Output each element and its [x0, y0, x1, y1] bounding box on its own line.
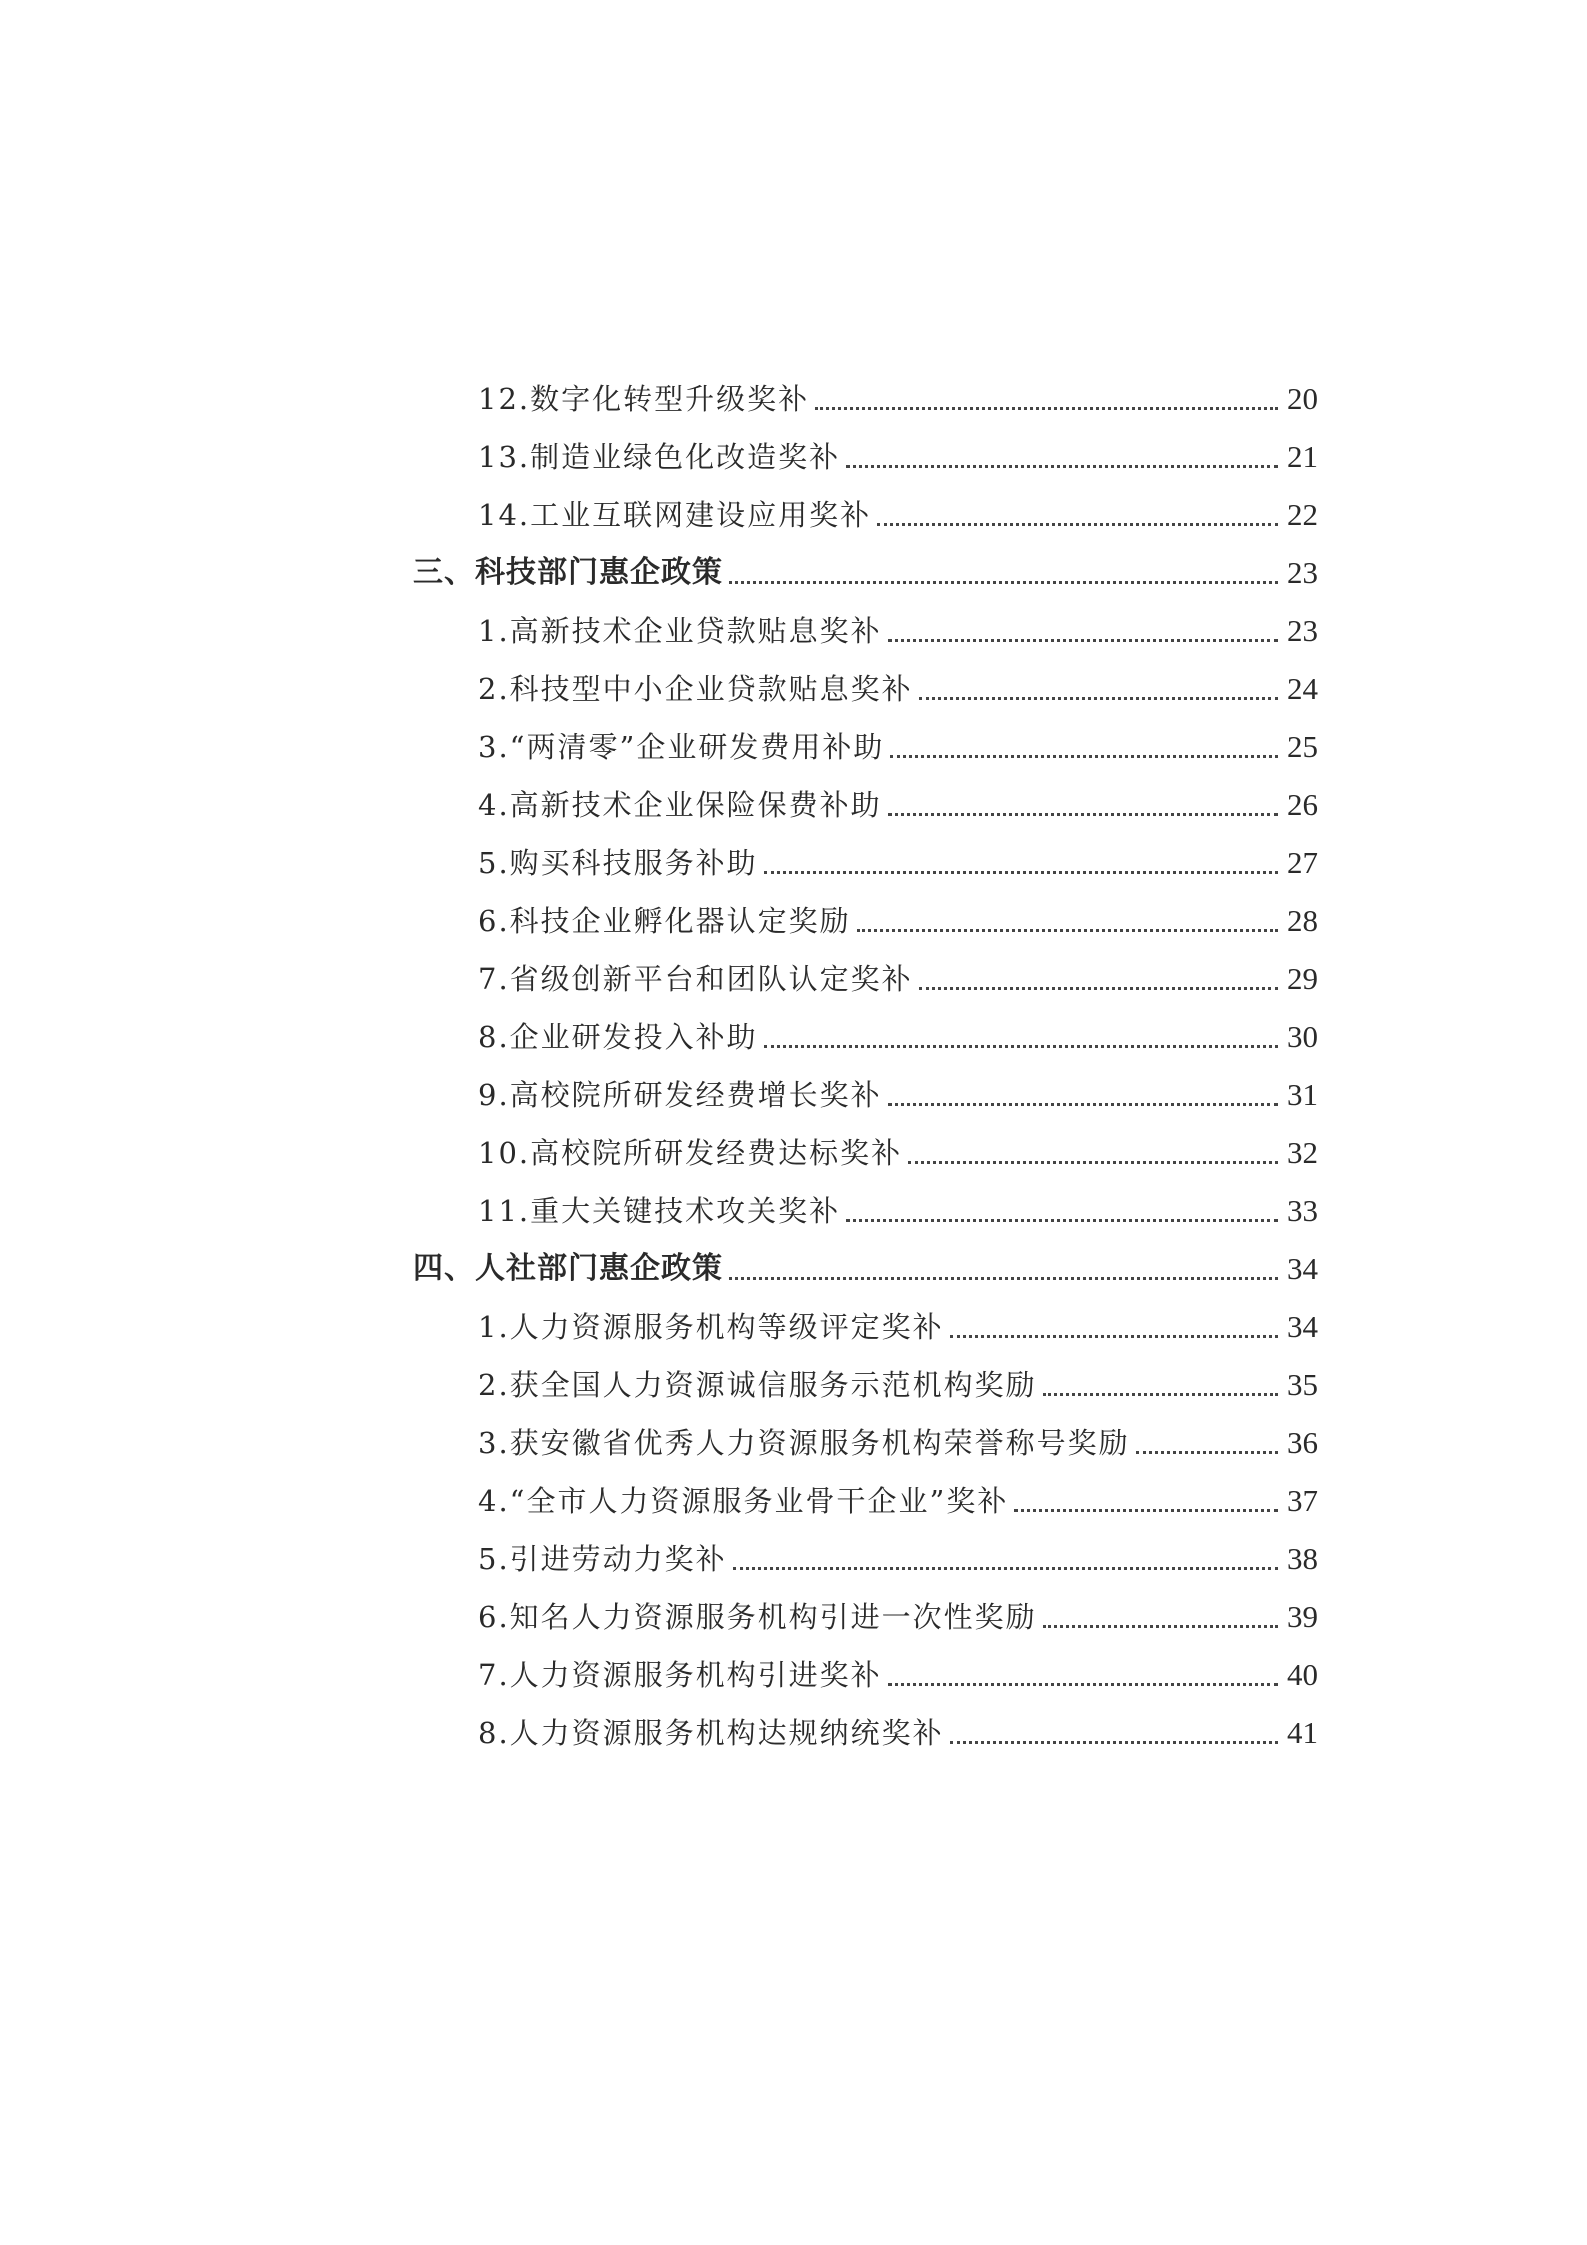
dot-leader [857, 929, 1278, 932]
toc-page-number: 37 [1287, 1483, 1318, 1518]
toc-entry[interactable] [413, 1290, 1318, 1348]
toc-entry-title: 7.省级创新平台和团队认定奖补 [478, 962, 913, 996]
toc-entry-title: 3.“两清零”企业研发费用补助 [478, 730, 885, 764]
toc-page-number: 40 [1287, 1657, 1318, 1692]
toc-entry-title: 13.制造业绿色化改造奖补 [478, 440, 841, 474]
toc-page-number: 35 [1287, 1367, 1318, 1402]
dot-leader [919, 697, 1278, 700]
dot-leader [846, 465, 1278, 468]
toc-page-number: 21 [1287, 439, 1318, 474]
toc-entry-title: 2.获全国人力资源诚信服务示范机构奖励 [478, 1368, 1037, 1402]
dot-leader [950, 1741, 1278, 1744]
toc-entry-title: 7.人力资源服务机构引进奖补 [478, 1658, 882, 1692]
dot-leader [888, 813, 1278, 816]
toc-entry-title: 8.人力资源服务机构达规纳统奖补 [478, 1716, 944, 1750]
toc-entry-title: 6.知名人力资源服务机构引进一次性奖励 [478, 1600, 1037, 1634]
dot-leader [1043, 1393, 1278, 1396]
toc-page-number: 41 [1287, 1715, 1318, 1750]
toc-page-number: 24 [1287, 671, 1318, 706]
toc-entry-title: 11.重大关键技术攻关奖补 [478, 1194, 841, 1228]
toc-entry-title: 4.“全市人力资源服务业骨干企业”奖补 [478, 1484, 1009, 1518]
toc-entry[interactable] [413, 1058, 1318, 1116]
toc-page-number: 27 [1287, 845, 1318, 880]
toc-entry[interactable] [413, 1580, 1318, 1638]
toc-entry[interactable] [413, 768, 1318, 826]
toc-entry[interactable] [413, 652, 1318, 710]
dot-leader [888, 1103, 1278, 1106]
toc-entry-title: 5.引进劳动力奖补 [478, 1542, 727, 1576]
toc-page-number: 23 [1287, 555, 1318, 590]
dot-leader [877, 523, 1278, 526]
toc-entry[interactable] [413, 594, 1318, 652]
toc-entry-title: 1.高新技术企业贷款贴息奖补 [478, 614, 882, 648]
toc-entry-title: 8.企业研发投入补助 [478, 1020, 758, 1054]
dot-leader [1043, 1625, 1278, 1628]
dot-leader [888, 1683, 1278, 1686]
toc-entry-title: 9.高校院所研发经费增长奖补 [478, 1078, 882, 1112]
toc-page-number: 32 [1287, 1135, 1318, 1170]
toc-entry-title: 10.高校院所研发经费达标奖补 [478, 1136, 903, 1170]
toc-entry-title: 6.科技企业孵化器认定奖励 [478, 904, 851, 938]
table-of-contents [413, 362, 1318, 1754]
toc-entry[interactable] [413, 826, 1318, 884]
dot-leader [1136, 1451, 1278, 1454]
toc-page-number: 29 [1287, 961, 1318, 996]
toc-section-heading[interactable] [413, 536, 1318, 594]
dot-leader [764, 871, 1278, 874]
dot-leader [908, 1161, 1278, 1164]
dot-leader [890, 755, 1278, 758]
toc-section-heading[interactable] [413, 1232, 1318, 1290]
toc-entry-title: 5.购买科技服务补助 [478, 846, 758, 880]
toc-entry-title: 14.工业互联网建设应用奖补 [478, 498, 872, 532]
toc-entry-title: 三、科技部门惠企政策 [413, 555, 723, 590]
toc-page-number: 36 [1287, 1425, 1318, 1460]
toc-entry-title: 4.高新技术企业保险保费补助 [478, 788, 882, 822]
toc-page-number: 25 [1287, 729, 1318, 764]
toc-page-number: 30 [1287, 1019, 1318, 1054]
toc-page-number: 34 [1287, 1251, 1318, 1286]
toc-entry[interactable] [413, 1406, 1318, 1464]
toc-entry[interactable] [413, 1464, 1318, 1522]
toc-entry-title: 2.科技型中小企业贷款贴息奖补 [478, 672, 913, 706]
toc-entry[interactable] [413, 710, 1318, 768]
toc-entry[interactable] [413, 420, 1318, 478]
dot-leader [919, 987, 1278, 990]
dot-leader [950, 1335, 1278, 1338]
toc-entry[interactable] [413, 942, 1318, 1000]
toc-page-number: 33 [1287, 1193, 1318, 1228]
toc-entry[interactable] [413, 1522, 1318, 1580]
dot-leader [888, 639, 1278, 642]
toc-entry-title: 1.人力资源服务机构等级评定奖补 [478, 1310, 944, 1344]
toc-page-number: 26 [1287, 787, 1318, 822]
toc-entry[interactable] [413, 362, 1318, 420]
toc-page-number: 34 [1287, 1309, 1318, 1344]
toc-entry[interactable] [413, 1638, 1318, 1696]
dot-leader [1014, 1509, 1278, 1512]
toc-entry[interactable] [413, 1116, 1318, 1174]
toc-entry[interactable] [413, 1348, 1318, 1406]
dot-leader [846, 1219, 1278, 1222]
toc-entry[interactable] [413, 884, 1318, 942]
toc-entry-title: 3.获安徽省优秀人力资源服务机构荣誉称号奖励 [478, 1426, 1130, 1460]
toc-page-number: 28 [1287, 903, 1318, 938]
dot-leader [729, 581, 1278, 584]
toc-entry[interactable] [413, 1000, 1318, 1058]
toc-entry-title: 12.数字化转型升级奖补 [478, 382, 810, 416]
dot-leader [729, 1277, 1278, 1280]
toc-page-number: 23 [1287, 613, 1318, 648]
toc-entry[interactable] [413, 1696, 1318, 1754]
dot-leader [764, 1045, 1278, 1048]
toc-entry[interactable] [413, 478, 1318, 536]
toc-page-number: 39 [1287, 1599, 1318, 1634]
toc-page-number: 22 [1287, 497, 1318, 532]
toc-entry-title: 四、人社部门惠企政策 [413, 1251, 723, 1286]
dot-leader [733, 1567, 1278, 1570]
toc-page-number: 31 [1287, 1077, 1318, 1112]
toc-entry[interactable] [413, 1174, 1318, 1232]
toc-page-number: 20 [1287, 381, 1318, 416]
dot-leader [815, 407, 1278, 410]
toc-page-number: 38 [1287, 1541, 1318, 1576]
